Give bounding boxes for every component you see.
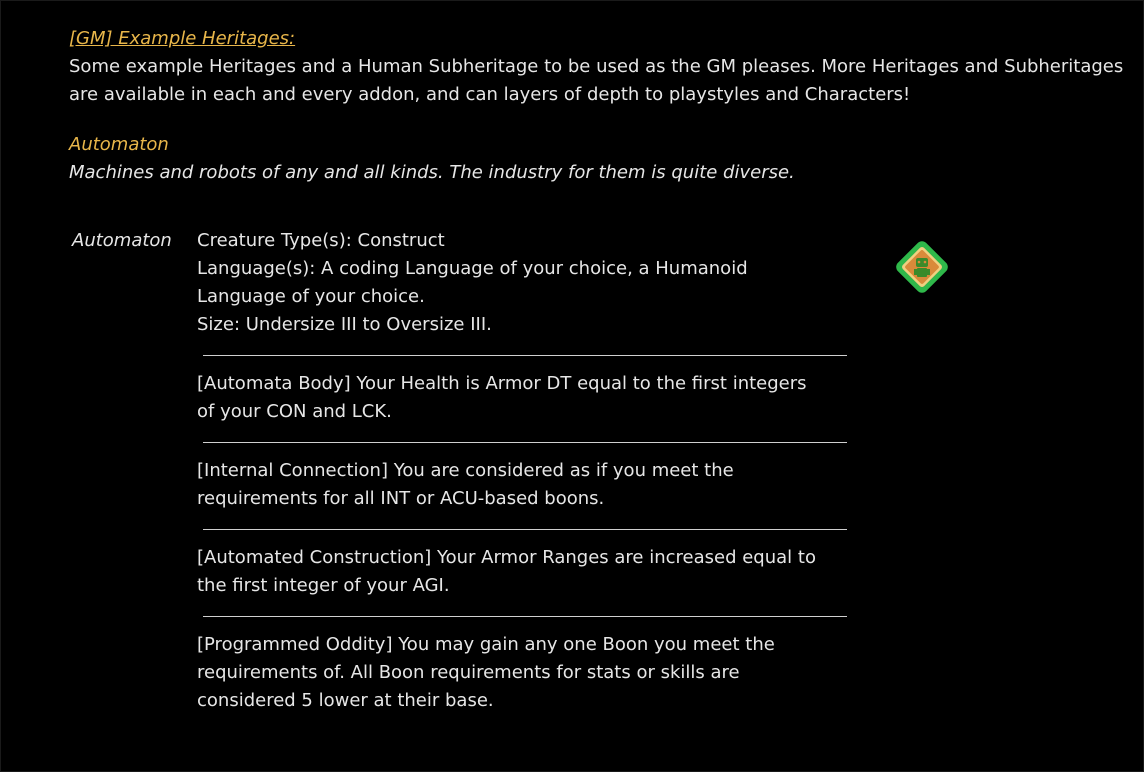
heritage-name: Automaton [69, 134, 169, 155]
trait-programmed-oddity [197, 631, 847, 715]
trait-line: requirements for all INT or ACU-based boons. [197, 488, 605, 509]
heritage-description: Machines and robots of any and all kinds. The industry for them is quite diverse. [69, 162, 795, 183]
stat-block-details [197, 227, 847, 715]
size-line: Size: Undersize III to Oversize III. [197, 314, 492, 335]
divider [203, 616, 847, 617]
trait-line: [Automata Body] Your Health is Armor DT equal to the first integers [197, 373, 807, 394]
robot-diamond-badge-icon [886, 231, 958, 303]
divider [203, 442, 847, 443]
language-line-1: Language(s): A coding Language of your choice, a Humanoid [197, 258, 748, 279]
trait-automata-body [197, 370, 847, 426]
trait-line: [Programmed Oddity] You may gain any one Boon you meet the [197, 634, 775, 655]
language-line-2: Language of your choice. [197, 286, 425, 307]
divider [203, 355, 847, 356]
stat-block-label: Automaton [72, 230, 172, 251]
trait-line: considered 5 lower at their base. [197, 690, 494, 711]
creature-type: Creature Type(s): Construct [197, 230, 445, 251]
divider [203, 529, 847, 530]
gm-section-title[interactable]: [GM] Example Heritages: [69, 28, 296, 49]
trait-line: [Internal Connection] You are considered as if you meet the [197, 460, 734, 481]
trait-line: [Automated Construction] Your Armor Ranges are increased equal to [197, 547, 816, 568]
trait-automated-construction [197, 544, 847, 600]
trait-line: of your CON and LCK. [197, 401, 392, 422]
intro-section [69, 25, 1129, 109]
intro-text: Some example Heritages and a Human Subheritage to be used as the GM pleases. More Heritages and Subheritages are available in each and every addon, and can layers of depth to playstyles and Characters! [69, 56, 1124, 105]
heritage-header [69, 131, 795, 187]
trait-internal-connection [197, 457, 847, 513]
trait-line: requirements of. All Boon requirements for stats or skills are [197, 662, 740, 683]
trait-line: the first integer of your AGI. [197, 575, 450, 596]
